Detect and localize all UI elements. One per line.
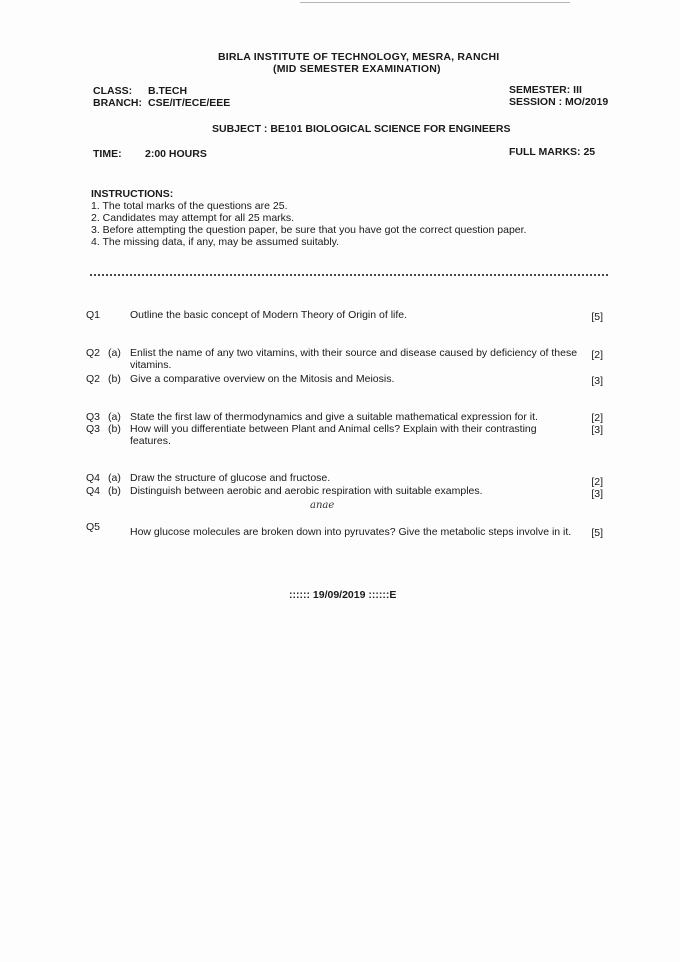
question-number: Q1 [86, 309, 101, 321]
instructions-heading: INSTRUCTIONS: [91, 188, 174, 200]
question-marks: [5] [591, 311, 603, 323]
question-number: Q4 [86, 472, 101, 484]
handwritten-note: anae [310, 500, 335, 511]
question-part: (b) [108, 373, 121, 385]
exam-title: (MID SEMESTER EXAMINATION) [273, 63, 441, 75]
institute-title: BIRLA INSTITUTE OF TECHNOLOGY, MESRA, RANCHI [218, 51, 500, 63]
instruction-item: 4. The missing data, if any, may be assumed suitably. [91, 236, 340, 248]
question-text: Enlist the name of any two vitamins, with their source and disease caused by deficiency of these vitamins. [130, 347, 578, 371]
branch-label: BRANCH: [93, 97, 142, 109]
instruction-item: 3. Before attempting the question paper, be sure that you have got the correct question paper. [91, 224, 527, 236]
question-text: How glucose molecules are broken down into pyruvates? Give the metabolic steps involve in it. [130, 526, 572, 538]
full-marks: FULL MARKS: 25 [509, 146, 596, 158]
separator-dotted-line [90, 274, 608, 276]
instruction-item: 1. The total marks of the questions are 25. [91, 200, 288, 212]
question-text: How will you differentiate between Plant and Animal cells? Explain with their contrasting features. [130, 423, 537, 447]
question-part: (a) [108, 411, 121, 423]
question-part: (a) [108, 347, 121, 359]
branch-value: CSE/IT/ECE/EEE [148, 97, 231, 109]
time-value: 2:00 HOURS [145, 148, 207, 160]
time-label: TIME: [93, 148, 122, 160]
question-number: Q2 [86, 373, 101, 385]
question-part: (a) [108, 472, 121, 484]
footer-date: :::::: 19/09/2019 ::::::E [289, 589, 397, 601]
question-number: Q4 [86, 485, 101, 497]
question-text: State the first law of thermodynamics and give a suitable mathematical expression for it. [130, 411, 538, 423]
class-label: CLASS: [93, 85, 133, 97]
question-part: (b) [108, 423, 121, 435]
question-marks: [3] [591, 424, 603, 436]
session: SESSION : MO/2019 [509, 96, 609, 108]
question-marks: [3] [591, 488, 603, 500]
question-number: Q2 [86, 347, 101, 359]
question-text: Distinguish between aerobic and aerobic respiration with suitable examples. [130, 485, 483, 497]
class-value: B.TECH [148, 85, 188, 97]
question-marks: [2] [591, 349, 603, 361]
question-text: Draw the structure of glucose and fructose. [130, 472, 331, 484]
question-part: (b) [108, 485, 121, 497]
question-marks: [5] [591, 527, 603, 539]
question-marks: [2] [591, 476, 603, 488]
question-marks: [3] [591, 375, 603, 387]
subject: SUBJECT : BE101 BIOLOGICAL SCIENCE FOR ENGINEERS [212, 123, 511, 135]
question-number: Q3 [86, 411, 101, 423]
question-number: Q5 [86, 521, 101, 533]
question-marks: [2] [591, 412, 603, 424]
question-text: Outline the basic concept of Modern Theory of Origin of life. [130, 309, 408, 321]
question-text: Give a comparative overview on the Mitosis and Meiosis. [130, 373, 395, 385]
scan-edge-line [300, 2, 570, 3]
semester: SEMESTER: III [509, 84, 582, 96]
question-number: Q3 [86, 423, 101, 435]
instruction-item: 2. Candidates may attempt for all 25 marks. [91, 212, 295, 224]
